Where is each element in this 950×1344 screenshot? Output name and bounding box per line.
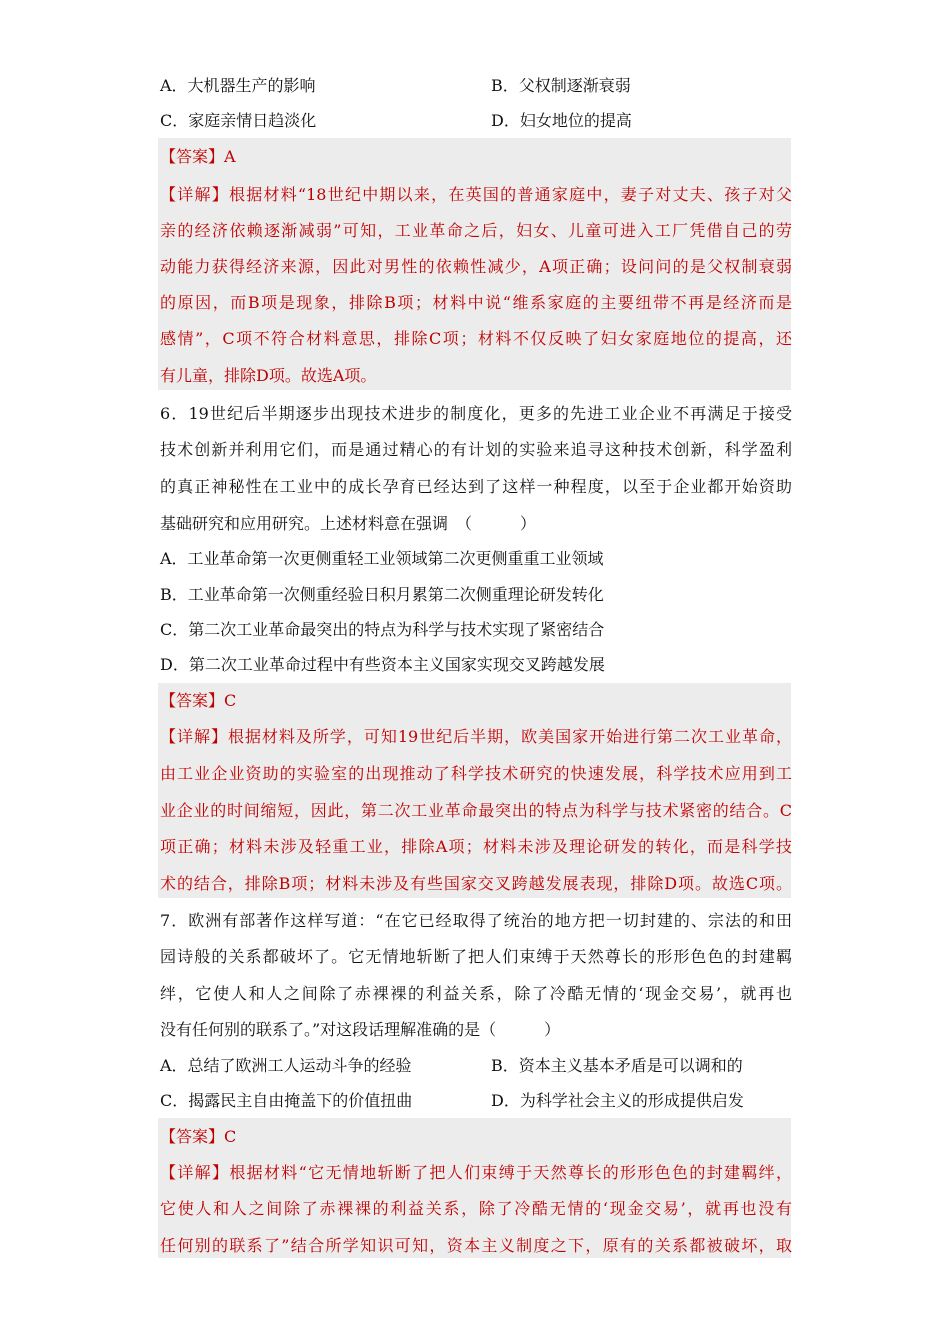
- answer-value: C: [224, 1127, 237, 1146]
- q6-detail-line: 由工业企业资助的实验室的出现推动了科学技术研究的快速发展，科学技术应用到工: [160, 764, 792, 783]
- q6-answer: [160, 691, 236, 711]
- q5-option-c: C．家庭亲情日趋淡化: [160, 111, 317, 130]
- q6-detail-line: 【详解】根据材料及所学，可知19世纪后半期，欧美国家开始进行第二次工业革命，: [160, 727, 792, 746]
- detail-label: 【详解】: [160, 727, 228, 746]
- detail-label: 【详解】: [160, 1163, 230, 1182]
- q7-option-c: C．揭露民主自由掩盖下的价值扭曲: [160, 1091, 413, 1110]
- q6-detail-line: 术的结合，排除B项；材料未涉及有些国家交叉跨越发展表现，排除D项。故选C项。: [160, 874, 792, 893]
- q5-option-a: A．大机器生产的影响: [160, 76, 316, 95]
- q5-detail-line: 的原因，而B项是现象，排除B项；材料中说“维系家庭的主要纽带不再是经济而是: [160, 293, 792, 312]
- q5-detail-line: 感情”，C项不符合材料意思，排除C项；材料不仅反映了妇女家庭地位的提高，还: [160, 329, 792, 348]
- q6-answer-block: [158, 683, 791, 898]
- q7-option-d: D．为科学社会主义的形成提供启发: [491, 1091, 744, 1110]
- q7-option-b: B．资本主义基本矛盾是可以调和的: [491, 1056, 743, 1075]
- q5-detail-line: 亲的经济依赖逐渐减弱”可知，工业革命之后，妇女、儿童可进入工厂凭借自己的劳: [160, 221, 792, 240]
- q6-option-d: D．第二次工业革命过程中有些资本主义国家实现交叉跨越发展: [160, 655, 605, 674]
- q5-detail-line: 有儿童，排除D项。故选A项。: [160, 366, 377, 385]
- q5-option-b: B．父权制逐渐衰弱: [491, 76, 631, 95]
- q5-option-d: D．妇女地位的提高: [491, 111, 632, 130]
- q7-stem-line: 7．欧洲有部著作这样写道：“在它已经取得了统治的地方把一切封建的、宗法的和田: [160, 911, 792, 930]
- q6-stem-line: 的真正神秘性在工业中的成长孕育已经达到了这样一种程度，以至于企业都开始资助: [160, 477, 792, 496]
- q6-stem-line: 6．19世纪后半期逐步出现技术进步的制度化，更多的先进工业企业不再满足于接受: [160, 404, 792, 423]
- detail-label: 【详解】: [160, 185, 229, 204]
- q7-detail-line: 它使人和人之间除了赤裸裸的利益关系，除了冷酷无情的‘现金交易’，就再也没有: [160, 1199, 792, 1218]
- q7-detail-line: 任何别的联系了”结合所学知识可知，资本主义制度之下，原有的关系都被破坏，取: [160, 1236, 792, 1255]
- q7-stem-line: 没有任何别的联系了。”对这段话理解准确的是（ ）: [160, 1020, 561, 1039]
- q7-answer: [160, 1127, 236, 1147]
- q6-option-b: B．工业革命第一次侧重经验日积月累第二次侧重理论研发转化: [160, 585, 604, 604]
- q7-option-a: A．总结了欧洲工人运动斗争的经验: [160, 1056, 412, 1075]
- q6-stem-line: 基础研究和应用研究。上述材料意在强调 （ ）: [160, 514, 537, 533]
- q7-stem-line: 园诗般的关系都破坏了。它无情地斩断了把人们束缚于天然尊长的形形色色的封建羁: [160, 947, 792, 966]
- q6-stem-line: 技术创新并利用它们，而是通过精心的有计划的实验来追寻这种技术创新，科学盈利: [160, 440, 792, 459]
- q5-detail-line: 动能力获得经济来源，因此对男性的依赖性减少，A项正确；设问问的是父权制衰弱: [160, 257, 792, 276]
- answer-label: 【答案】: [160, 1127, 225, 1146]
- answer-value: A: [224, 147, 236, 166]
- q5-answer: [160, 147, 236, 167]
- q5-detail-line: 【详解】根据材料“18世纪中期以来，在英国的普通家庭中，妻子对丈夫、孩子对父: [160, 185, 792, 204]
- q6-option-c: C．第二次工业革命最突出的特点为科学与技术实现了紧密结合: [160, 620, 605, 639]
- q6-option-a: A．工业革命第一次更侧重轻工业领域第二次更侧重重工业领域: [160, 549, 604, 568]
- answer-label: 【答案】: [160, 691, 225, 710]
- q7-stem-line: 绊，它使人和人之间除了赤裸裸的利益关系，除了冷酷无情的‘现金交易’，就再也: [160, 984, 792, 1003]
- q6-detail-line: 项正确；材料未涉及轻重工业，排除A项；材料未涉及理论研发的转化，而是科学技: [160, 837, 792, 856]
- q6-detail-line: 业企业的时间缩短，因此，第二次工业革命最突出的特点为科学与技术紧密的结合。C: [160, 801, 792, 820]
- answer-value: C: [224, 691, 237, 710]
- answer-label: 【答案】: [160, 147, 225, 166]
- q7-detail-line: 【详解】根据材料“它无情地斩断了把人们束缚于天然尊长的形形色色的封建羁绊，: [160, 1163, 792, 1182]
